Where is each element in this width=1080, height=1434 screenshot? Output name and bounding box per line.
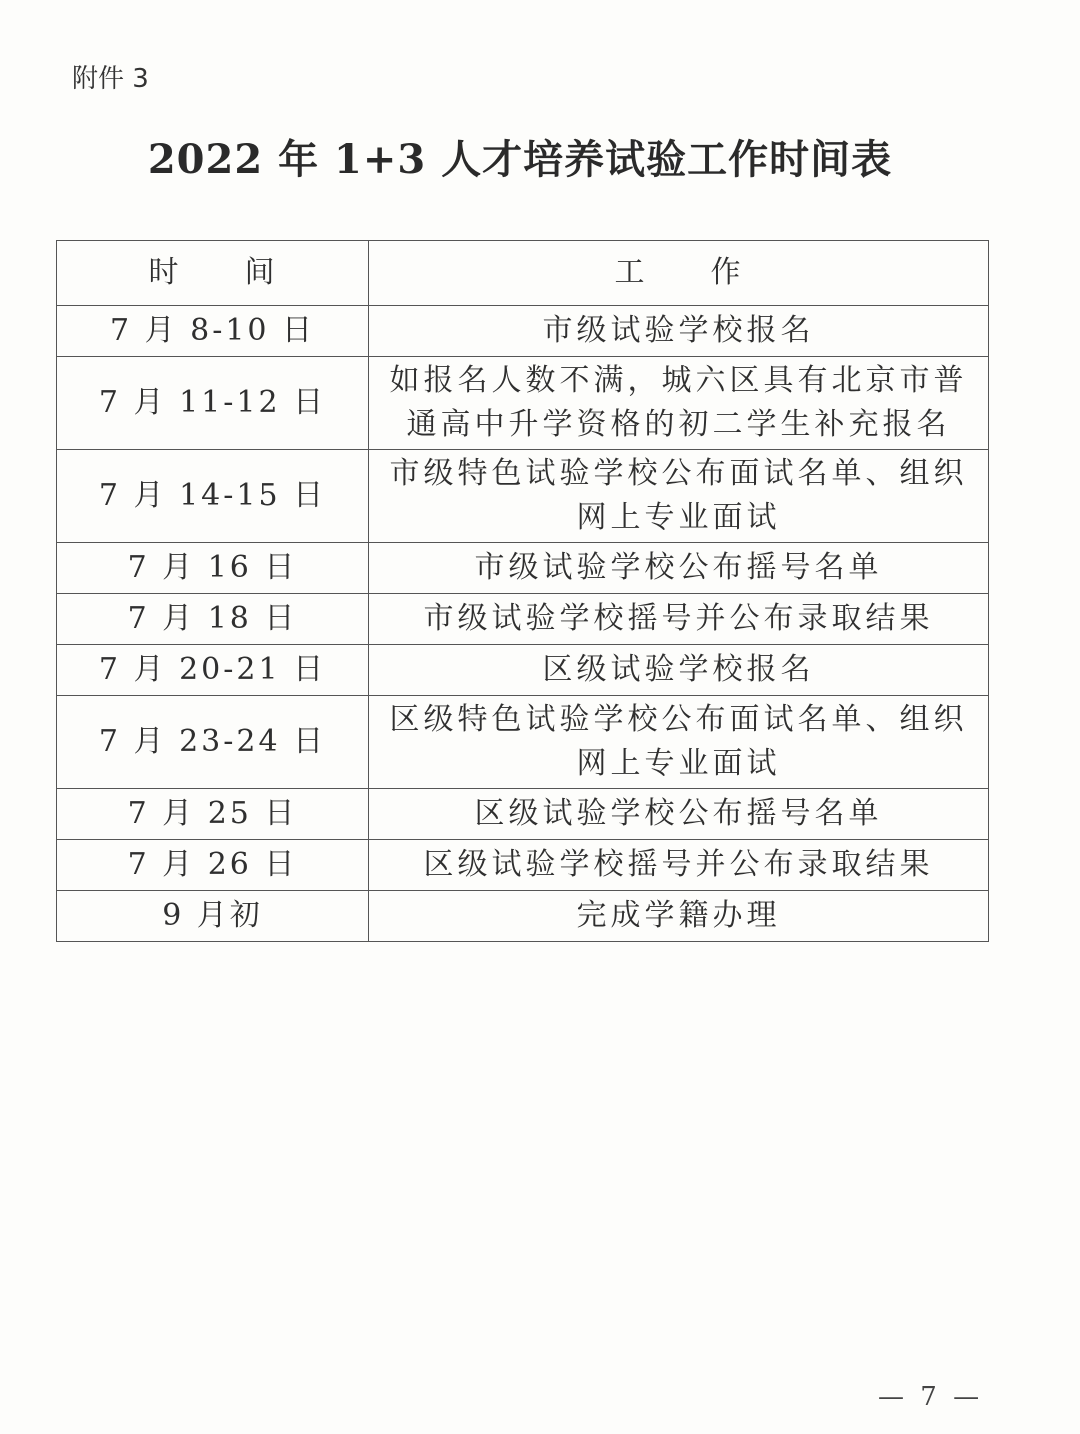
- table-row: [57, 450, 989, 543]
- time-cell: 7 月 16 日: [57, 543, 369, 594]
- time-cell: 7 月 26 日: [57, 840, 369, 891]
- work-cell: 区级试验学校公布摇号名单: [369, 789, 989, 840]
- table-row: [57, 645, 989, 696]
- work-cell: 市级试验学校摇号并公布录取结果: [369, 594, 989, 645]
- work-cell: 完成学籍办理: [369, 891, 989, 942]
- schedule-table: [56, 240, 989, 942]
- time-cell: 7 月 25 日: [57, 789, 369, 840]
- header-work: 工 作: [369, 241, 989, 306]
- table-row: [57, 306, 989, 357]
- page-title: 2022 年 1+3 人才培养试验工作时间表: [147, 136, 893, 183]
- time-cell: 7 月 14-15 日: [57, 450, 369, 543]
- work-cell: 如报名人数不满，城六区具有北京市普通高中升学资格的初二学生补充报名: [369, 357, 989, 450]
- time-cell: 9 月初: [57, 891, 369, 942]
- work-cell: 市级特色试验学校公布面试名单、组织网上专业面试: [369, 450, 989, 543]
- table-row: [57, 840, 989, 891]
- time-cell: 7 月 20-21 日: [57, 645, 369, 696]
- table-row: [57, 357, 989, 450]
- work-cell: 区级试验学校报名: [369, 645, 989, 696]
- time-cell: 7 月 23-24 日: [57, 696, 369, 789]
- work-cell: 市级试验学校报名: [369, 306, 989, 357]
- time-cell: 7 月 11-12 日: [57, 357, 369, 450]
- work-cell: 区级特色试验学校公布面试名单、组织网上专业面试: [369, 696, 989, 789]
- time-cell: 7 月 18 日: [57, 594, 369, 645]
- time-cell: 7 月 8-10 日: [57, 306, 369, 357]
- table-row: [57, 594, 989, 645]
- work-cell: 区级试验学校摇号并公布录取结果: [369, 840, 989, 891]
- table-row: [57, 891, 989, 942]
- work-cell: 市级试验学校公布摇号名单: [369, 543, 989, 594]
- table-header-row: [57, 241, 989, 306]
- page-number: — 7 —: [878, 1382, 984, 1412]
- header-time: 时 间: [57, 241, 369, 306]
- attachment-label: 附件 3: [72, 64, 149, 94]
- table-row: [57, 789, 989, 840]
- table-row: [57, 543, 989, 594]
- table-row: [57, 696, 989, 789]
